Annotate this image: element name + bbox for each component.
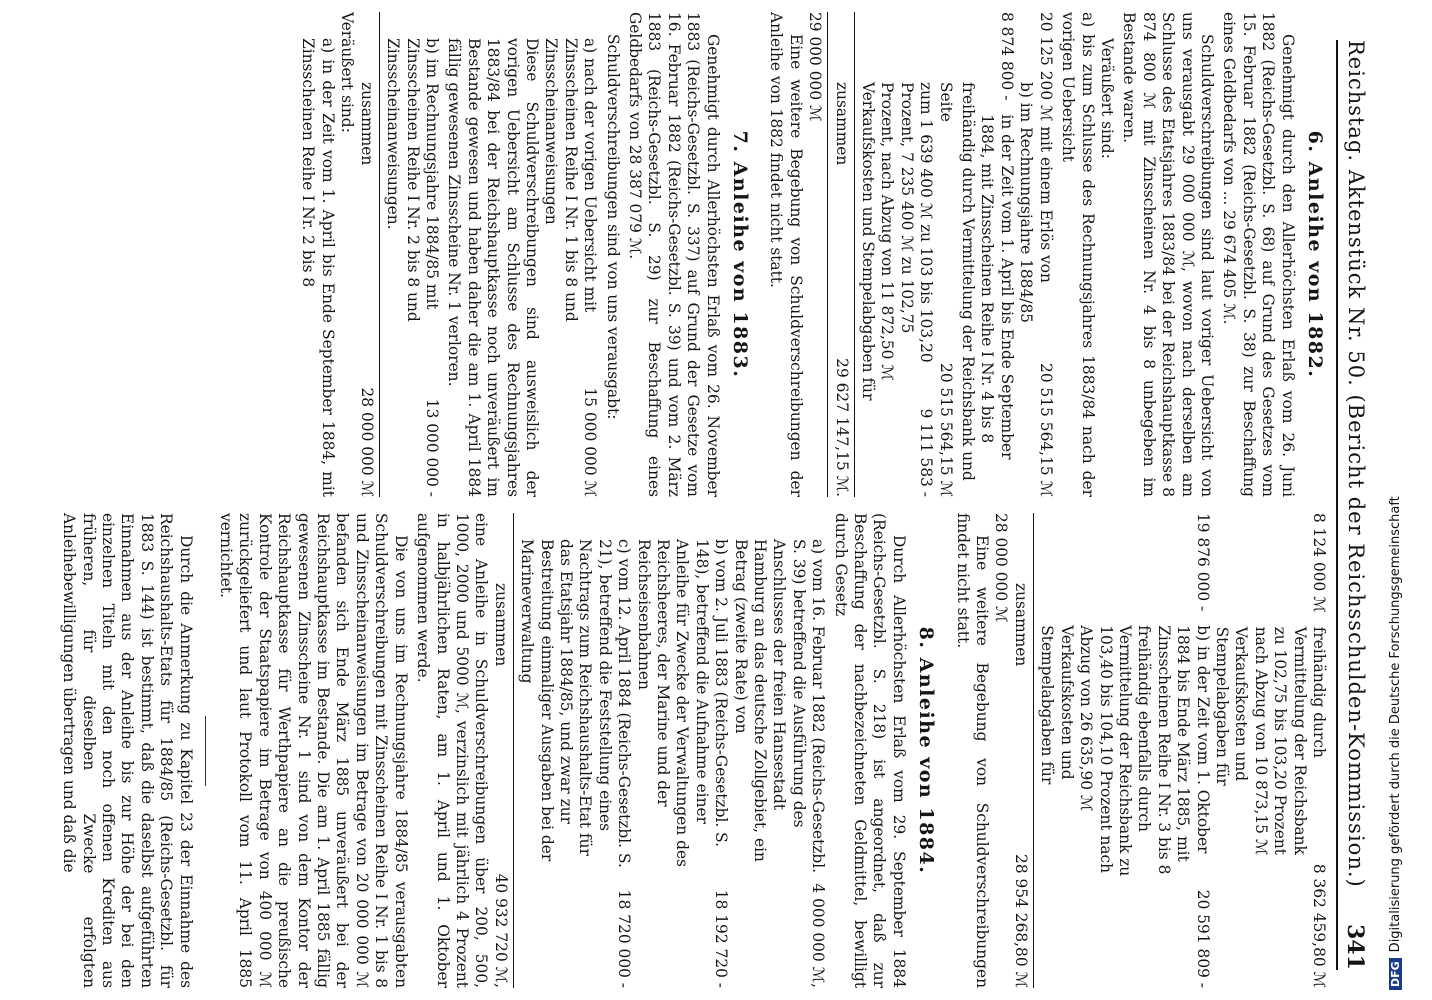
- line-item: a) nach der vorigen Uebersicht mit Zinsscheinen Reihe I Nr. 1 bis 8 und Zinsscheinanweisungen 15 000 000 ℳ: [542, 38, 600, 497]
- paragraph: Diese Schuldverschreibungen sind ausweislich der vorigen Uebersicht am Schlusse des Rechnungsjahres 1883/84 bei der Reichshauptkasse noch unveräußert im Bestande gewesen und haben daher die am 1. April 1884 fällig gewesenen Zinsscheine Nr. 1 verloren.: [445, 38, 541, 497]
- page-header: [1336, 40, 1374, 970]
- page-number: 341: [1342, 924, 1368, 970]
- rule: [513, 513, 514, 988]
- rule: [1033, 513, 1034, 988]
- divider: [205, 716, 206, 786]
- total-line: zusammen 28 000 000 ℳ: [357, 82, 376, 497]
- item-b-title: b) im Rechnungsjahre 1884/85: [1017, 82, 1036, 324]
- total-line: zusammen 29 627 147,15 ℳ.: [832, 82, 851, 497]
- section-heading-1884: 8. Anleihe von 1884.: [915, 626, 938, 875]
- paragraph: Eine weitere Begebung von Schuldverschreibungen findet nicht statt.: [953, 513, 992, 988]
- paragraph: Schuldverschreibungen sind von uns verausgabt:: [603, 34, 622, 420]
- left-column: [18, 12, 1328, 497]
- paragraph: Schuldverschreibungen sind laut voriger Uebersicht von uns verausgabt 29 000 000 ℳ, wovon nach derselben am Schlusse des Etatsjahres 1883/84 bei der Reichshauptkasse 8 874 800 ℳ mit Zinsscheinen Nr. 4 bis 8 unbegeben im Bestande waren.: [1120, 12, 1216, 497]
- section-heading-1883: 7. Anleihe von 1883.: [729, 130, 752, 379]
- line-item: 8 874 800 - in der Zeit vom 1. April bis Ende September 1884, mit Zinsscheinen Reihe I Nr. 4 bis 8: [978, 12, 1016, 460]
- line-item: b) vom 2. Juli 1883 (Reichs-Gesetzbl. S. 148), betreffend die Aufnahme einer Anleihe für Zwecke der Verwaltungen des Reichsheeres, der Marine und der Reichseisenbahnen 18 192 720 -: [634, 539, 731, 988]
- credit-text: Digitalisierung gefördert durch die Deutsche Forschungsgemeinschaft: [1388, 496, 1403, 953]
- label: Veräußert sind:: [338, 12, 357, 133]
- total-amount: 28 000 000 ℳ: [992, 513, 1011, 623]
- paragraph: a) in der Zeit vom 1. April bis Ende September 1884, mit Zinsscheinen Reihe I Nr. 2 bis 8: [299, 38, 337, 497]
- running-title: Reichstag. Aktenstück Nr. 50. (Bericht der Reichsschulden-Kommission.): [1344, 40, 1368, 888]
- section-heading-1882: 6. Anleihe von 1882.: [1304, 130, 1326, 379]
- rule: [854, 12, 855, 497]
- line-item: b) im Rechnungsjahre 1884/85 mit Zinsscheinen Reihe I Nr. 2 bis 8 und Zinsscheinanweisungen. 13 000 000 -: [384, 38, 441, 497]
- label: Veräußert sind:: [1097, 38, 1116, 159]
- total-line: zusammen 40 932 720 ℳ,: [491, 583, 510, 988]
- paragraph: Durch die Anmerkung zu Kapitel 23 der Einnahme des Reichshaushalts-Etats für 1884/85 (Reichs-Gesetzbl. für 1883 S. 144) ist bestimmt, daß die daselbst aufgeführten Einnahmen aus der Anleihe bis zur Höhe der bei den einzelnen Titeln mit den noch offenen Krediten aus früheren, für dieselben Zwecke erfolgten Anleihebewilligungen übertragen und daß die: [60, 513, 195, 988]
- right-column: [18, 513, 1328, 988]
- dfg-logo: DFG: [1389, 958, 1402, 990]
- paragraph: Genehmigt durch den Allerhöchsten Erlaß vom 26. Juni 1882 (Reichs-Gesetzbl. S. 68) auf Grund des Gesetzes vom 15. Februar 1882 (Reichs-Gesetzbl. S. 38) zur Beschaffung eines Geldbedarfs von ... 29 674 405 ℳ.: [1220, 12, 1297, 497]
- item-a: a) bis zum Schlusse des Rechnungsjahres 1883/84 nach der vorigen Uebersicht: [1059, 12, 1097, 497]
- total-line: zusammen 28 954 268,80 ℳ: [1011, 583, 1030, 988]
- total-amount: 29 000 000 ℳ: [806, 12, 825, 122]
- paragraph: Eine weitere Begebung von Schuldverschreibungen der Anleihe von 1882 findet nicht statt.: [767, 12, 805, 497]
- paragraph: eine Anleihe in Schuldverschreibungen über 200, 500, 1000, 2000 und 5000 ℳ, verzinslich mit jährlich 4 Prozent in halbjährlichen Raten, am 1. April und 1. Oktober aufgenommen werde.: [414, 513, 491, 988]
- rule: [827, 12, 828, 497]
- line-item: 19 876 000 - b) in der Zeit vom 1. Oktober 1884 bis Ende März 1885, mit Zinsscheinen Reihe I Nr. 3 bis 8 freihändig ebenfalls durch Vermittelung der Reichsbank zu 103,40 bis 104,10 Prozent nach Abzug von 26 635,90 ℳ Verkaufskosten und Stempelabgaben für 20 591 809 -: [1038, 513, 1212, 988]
- line-item: 20 125 200 ℳ mit einem Erlös von 20 515 564,15 ℳ: [1036, 12, 1055, 497]
- paragraph: Genehmigt durch Allerhöchsten Erlaß vom 26. November 1883 (Reichs-Gesetzbl. S. 337) auf Grund der Gesetze vom 16. Februar 1882 (Reichs-Gesetzbl. S. 39) und vom 2. März 1883 (Reichs-Gesetzbl. S. 29) zur Beschaffung eines Geldbedarfs von 28 387 079 ℳ.: [626, 12, 722, 497]
- text: freihändig durch Vermittelung der Reichsbank und: [959, 82, 978, 481]
- rule: [379, 12, 380, 497]
- digitization-credit: [1388, 0, 1428, 990]
- line-item: Seite 20 515 564,15 ℳ: [936, 82, 955, 497]
- paragraph: Die von uns im Rechnungsjahre 1884/85 verausgabten Schuldverschreibungen mit Zinsscheinen Reihe I Nr. 1 bis 8 und Zinsscheinanweisungen im Betrage von 20 000 000 ℳ befanden sich Ende März 1885 unveräußert bei der Reichshauptkasse im Bestande. Die am 1. April 1885 fällig gewesenen Zinsscheine Nr. 1 sind von dem Kontor der Reichshauptkasse für Werthpapiere an die preußische Kontrole der Staatspapiere im Betrage von 400 000 ℳ zurückgeliefert und laut Protokoll vom 11. April 1885 vernichtet.: [217, 513, 410, 988]
- line-item: a) vom 16. Februar 1882 (Reichs-Gesetzbl. S. 39) betreffend die Ausführung des Anschlusses der freien Hansestadt Hamburg an das deutsche Zollgebiet, ein Betrag (zweite Rate) von 4 000 000 ℳ,: [731, 539, 828, 988]
- line-item: 8 124 000 ℳ freihändig durch Vermittelung der Reichsbank zu 102,75 bis 103,20 Prozent nach Abzug von 10 873,15 ℳ Verkaufskosten und Stempelabgaben für 8 362 459,80 ℳ: [1212, 513, 1328, 988]
- line-item: c) vom 12. April 1884 (Reichs-Gesetzbl. S. 21), betreffend die Feststellung eines Nachtrags zum Reichshaushalts-Etat für das Etatsjahr 1884/85, und zwar zur Bestreitung einmaliger Ausgaben bei der Marineverwaltung 18 720 000 -: [518, 539, 634, 988]
- line-item: zum 1 639 400 ℳ zu 103 bis 103,20 Prozent, 7 235 400 ℳ zu 102,75 Prozent, nach Abzug von 11 872,50 ℳ Verkaufskosten und Stempelabgaben für 9 111 583 -: [859, 82, 936, 497]
- paragraph: Durch Allerhöchsten Erlaß vom 29. September 1884 (Reichs-Gesetzbl. S. 218) ist angeordnet, daß zur Beschaffung der nachbezeichneten Geldmittel, bewilligt durch Gesetz: [831, 513, 908, 988]
